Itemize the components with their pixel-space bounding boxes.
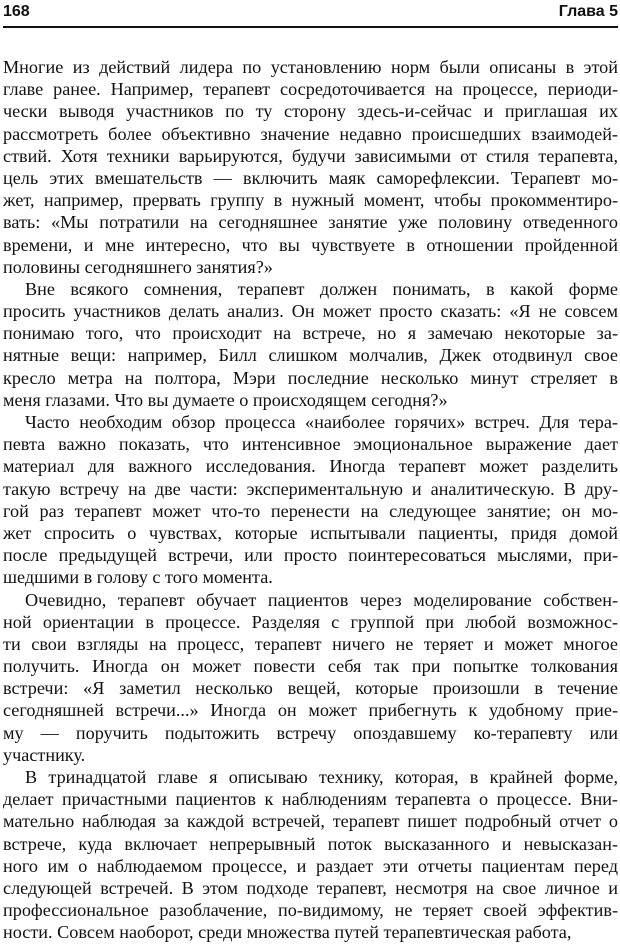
text-line: такую встречу на две части: экспериментальную и аналитическую. В дру- [3, 478, 618, 499]
body-text [3, 56, 618, 944]
text-line: рассмотреть более объективно значение недавно происшедших взаимодей- [3, 123, 618, 144]
text-line: жет, например, прервать группу в нужный момент, чтобы прокомментиро- [3, 190, 618, 211]
text-line: материал для важного исследования. Иногда терапевт может разделить [3, 456, 618, 477]
text-line: кресло метра на полтора, Мэри последние несколько минут стреляет в [3, 367, 618, 388]
text-line: В тринадцатой главе я описываю технику, которая, в крайней форме, [25, 767, 618, 787]
text-line: времени, и мне интересно, что вы чувствуете в отношении пройденной [3, 234, 618, 255]
page-number: 168 [3, 3, 30, 20]
text-line: половины сегодняшнего занятия?» [3, 256, 273, 277]
text-line: сегодняшней встречи...» Иногда он может прибегнуть к удобному прие- [3, 700, 618, 721]
text-line: профессиональное разоблачение, по-видимому, не теряет своей эффектив- [3, 900, 618, 921]
text-line: получить. Иногда он может повести себя так при попытке толкования [3, 656, 618, 677]
paragraph [3, 589, 618, 767]
text-line: просить участников делать анализ. Он может просто сказать: «Я не совсем [3, 301, 618, 322]
running-chapter-title: Глава 5 [558, 3, 618, 20]
text-line: делает причастными пациентов к наблюдениям терапевта о процессе. Вни- [3, 789, 618, 810]
text-line: ности. Совсем наоборот, среди множества путей терапевтическая работа, [3, 922, 572, 943]
page-header [3, 0, 618, 28]
text-line: встречи: «Я заметил несколько вещей, которые произошли в течение [3, 678, 618, 699]
text-line: встрече, куда включает непрерывный поток высказанного и невысказан- [3, 833, 618, 854]
text-line: ной ориентации в процессе. Разделяя с группой при любой возможнос- [3, 611, 618, 632]
text-line: после предыдущей встречи, или просто поинтересоваться мыслями, при- [3, 545, 618, 566]
text-line: вать: «Мы потратили на сегодняшнее занятие уже половину отведенного [3, 212, 618, 233]
paragraph [3, 766, 618, 944]
text-line: следующей встречей. В этом подходе терапевт, несмотря на свое личное и [3, 877, 618, 898]
text-line: мательно наблюдая за каждой встречей, терапевт пишет подробный отчет о [3, 811, 618, 832]
paragraph [3, 56, 618, 278]
text-line: ного им о наблюдаемом процессе, и раздает эти отчеты пациентам перед [3, 855, 618, 876]
paragraph [3, 411, 618, 589]
text-line: жет спросить о чувствах, которые испытывали пациенты, придя домой [3, 522, 618, 543]
text-line: ствий. Хотя техники варьируются, будучи зависимыми от стиля терапевта, [3, 145, 618, 166]
text-line: Многие из действий лидера по установлению норм были описаны в этой [3, 57, 618, 77]
text-line: Вне всякого сомнения, терапевт должен понимать, в какой форме [25, 278, 618, 299]
text-line: ти свои взгляды на процесс, терапевт ничего не теряет и может многое [3, 633, 618, 654]
text-line: цель этих вмешательств — включить маяк саморефлексии. Терапевт мо- [3, 167, 618, 188]
text-line: Очевидно, терапевт обучает пациентов через моделирование собствен- [25, 589, 618, 610]
text-line: певта важно показать, что интенсивное эмоциональное выражение дает [3, 434, 618, 455]
text-line: гой раз терапевт может что-то перенести на следующее занятие; он мо- [3, 500, 618, 521]
text-line: меня глазами. Что вы думаете о происходящем сегодня?» [3, 389, 448, 410]
text-line: му — поручить подытожить встречу опоздавшему ко-терапевту или [3, 722, 618, 743]
text-line: Часто необходим обзор процесса «наиболее горячих» встреч. Для тера- [25, 412, 618, 432]
paragraph [3, 278, 618, 411]
text-line: участнику. [3, 744, 86, 765]
text-line: понимаю того, что происходит на встрече, но я замечаю некоторые за- [3, 323, 618, 344]
text-line: чески выводя участников по ту сторону здесь-и-сейчас и приглашая их [3, 101, 618, 122]
text-line: главе ранее. Например, терапевт сосредоточивается на процессе, периоди- [3, 79, 618, 100]
text-line: нятные вещи: например, Билл слишком молчалив, Джек отодвинул свое [3, 345, 618, 366]
text-line: шедшими в голову с того момента. [3, 567, 273, 588]
